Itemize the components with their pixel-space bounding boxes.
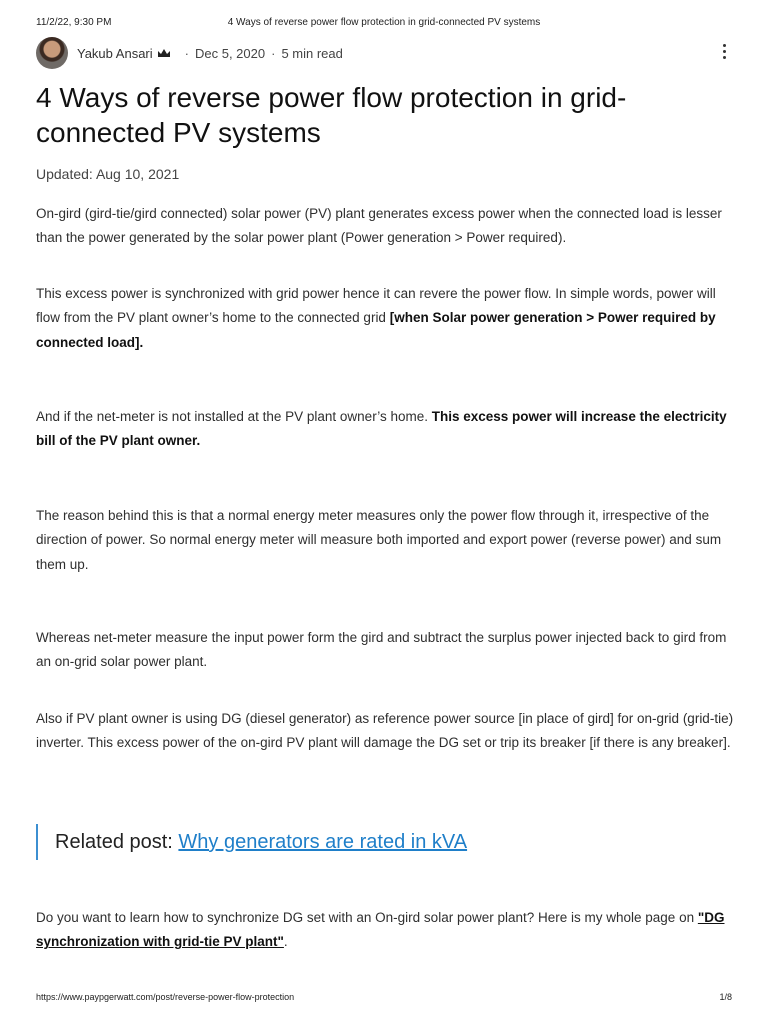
paragraph-text: This excess power is synchronized with grid power hence it can revere the power flow. In simple words, power will flow from the PV plant owner’s home to the connected grid xyxy=(36,286,716,326)
publish-date: Dec 5, 2020 xyxy=(194,45,266,61)
kebab-menu-icon[interactable] xyxy=(722,44,726,60)
paragraph-net-meter-measure: Whereas net-meter measure the input power form the gird and subtract the surplus power injected back to gird from an on-grid solar power plant. xyxy=(36,630,727,670)
article-title: 4 Ways of reverse power flow protection in grid-connected PV systems xyxy=(36,82,627,148)
print-header xyxy=(36,17,732,31)
paragraph-energy-meter: The reason behind this is that a normal energy meter measures only the power flow through it, irrespective of the direction of power. So normal energy meter will measure both imported and export power (reverse power) and sum them up. xyxy=(36,508,722,572)
paragraph-text: Do you want to learn how to synchronize DG set with an On-gird solar power plant? Here is my whole page on xyxy=(36,910,698,925)
updated-date: Updated: Aug 10, 2021 xyxy=(36,166,180,182)
paragraph-dg-sync xyxy=(36,906,736,955)
author-meta-row xyxy=(36,36,732,70)
related-post-callout xyxy=(36,824,467,860)
author-name[interactable]: Yakub Ansari xyxy=(77,45,153,61)
related-post-link[interactable]: Why generators are rated in kVA xyxy=(178,831,468,853)
print-date: 11/2/22, 9:30 PM xyxy=(36,17,112,28)
meta-separator: · xyxy=(271,45,276,61)
print-doc-title: 4 Ways of reverse power flow protection in grid-connected PV systems xyxy=(227,17,541,28)
paragraph-diesel-generator: Also if PV plant owner is using DG (diesel generator) as reference power source [in place of gird] for on-grid (grid-tie) inverter. This excess power of the on-gird PV plant will damage the DG set or trip its breaker [if there is any breaker]. xyxy=(36,711,734,751)
print-url: https://www.paypgerwatt.com/post/reverse-power-flow-protection xyxy=(36,992,295,1002)
paragraph-excess-power xyxy=(36,282,736,355)
page-number: 1/8 xyxy=(719,992,732,1002)
read-time: 5 min read xyxy=(281,45,343,61)
paragraph-bold: This excess power will increase the electricity bill of the PV plant owner. xyxy=(36,409,727,449)
meta-separator: · xyxy=(184,45,189,61)
paragraph-end: . xyxy=(283,934,288,950)
dg-sync-link[interactable]: "DG synchronization with grid-tie PV plant" xyxy=(36,910,725,950)
paragraph-intro: On-gird (gird-tie/gird connected) solar power (PV) plant generates excess power when the connected load is lesser than the power generated by the solar power plant (Power generation > Power required). xyxy=(36,206,722,246)
related-post-label: Related post: xyxy=(55,831,179,853)
paragraph-text: And if the net-meter is not installed at the PV plant owner’s home. xyxy=(36,409,432,424)
crown-icon xyxy=(157,48,171,58)
avatar[interactable] xyxy=(36,37,68,69)
paragraph-net-meter xyxy=(36,405,736,454)
paragraph-bold: [when Solar power generation > Power required by connected load]. xyxy=(36,310,716,350)
